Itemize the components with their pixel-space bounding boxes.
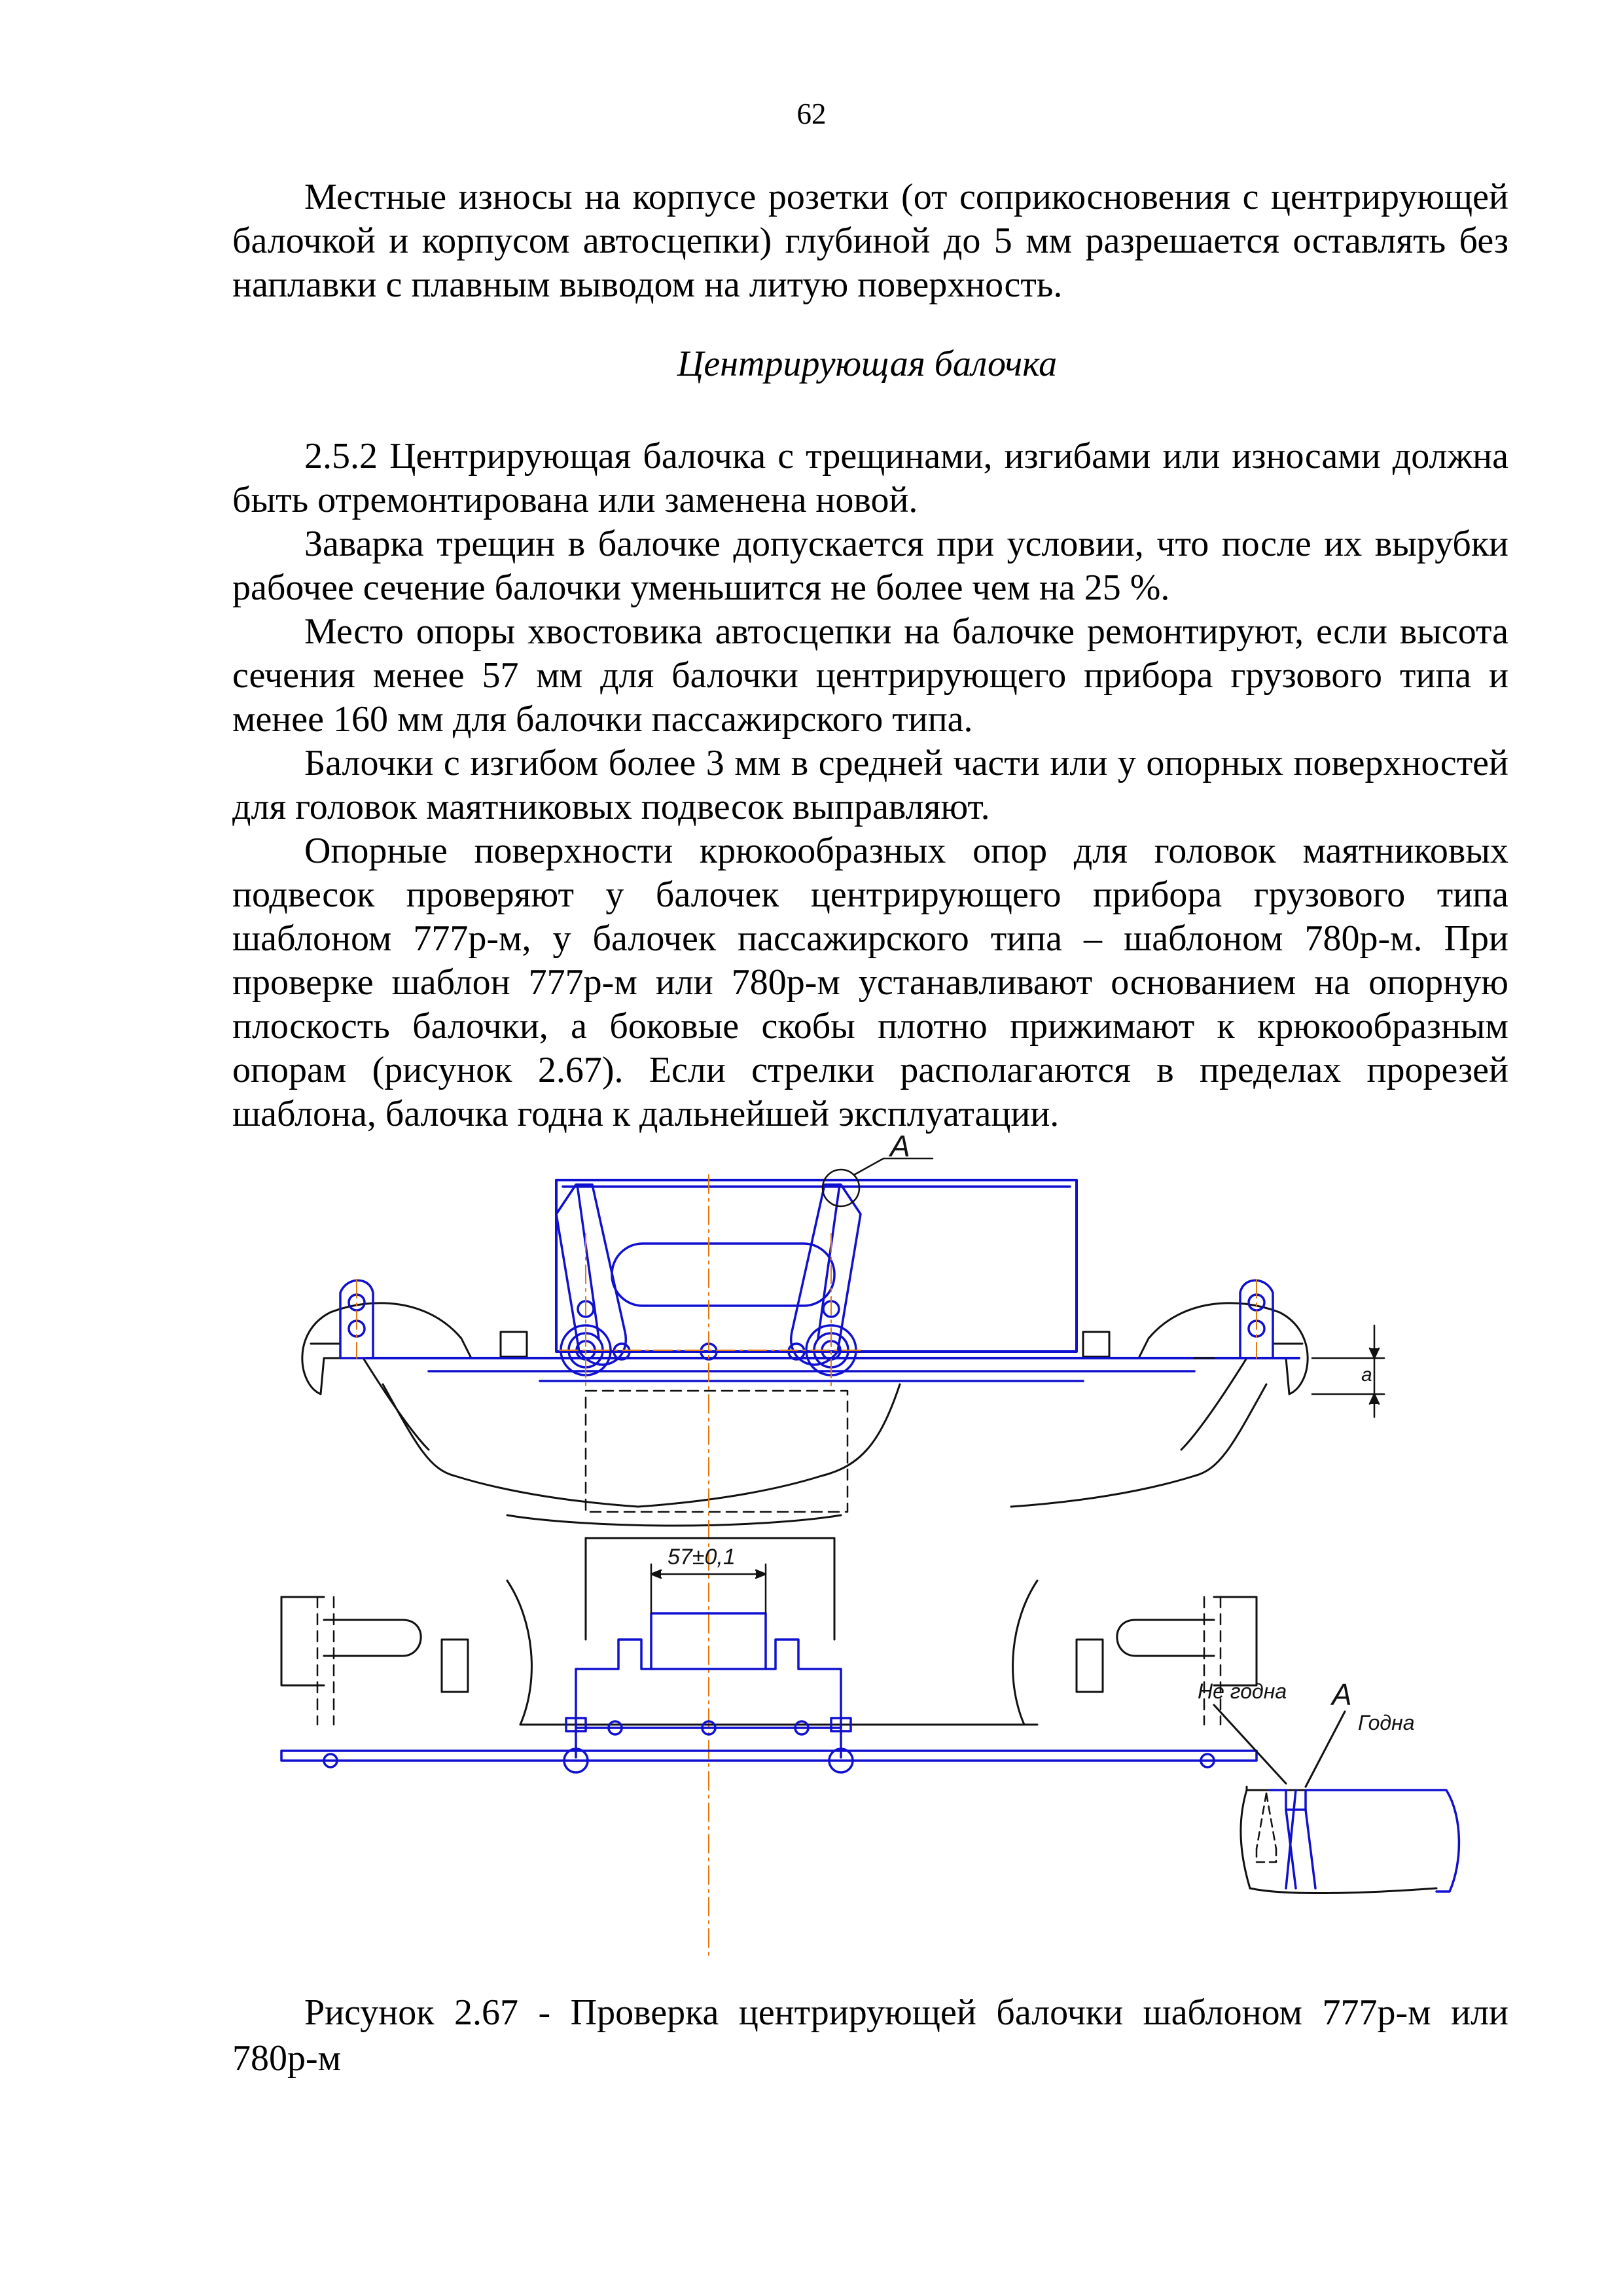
beam-outline-top-view bbox=[302, 1303, 1308, 1526]
figure-2-67 bbox=[232, 1136, 1508, 1967]
label-fit: Годна bbox=[1358, 1711, 1415, 1734]
paragraph-bending: Балочки с изгибом более 3 мм в средней части или у опорных поверхностей для головок маятниковых подвесок выправляют. bbox=[232, 743, 1508, 827]
paragraph-2-5-2: 2.5.2 Центрирующая балочка с трещинами, изгибами или износами должна быть отремонтирована или заменена новой. bbox=[232, 436, 1508, 520]
beam-outline-front-view bbox=[281, 1538, 1257, 1725]
dimension-a bbox=[1194, 1325, 1384, 1417]
figure-caption: Рисунок 2.67 - Проверка центрирующей балочки шаблоном 777р-м или 780р-м bbox=[232, 1992, 1508, 2079]
centerlines bbox=[357, 1175, 1257, 1960]
intro-paragraph: Местные износы на корпусе розетки (от соприкосновения с центрирующей балочкой и корпусом автосцепки) глубиной до 5 мм разрешается оставлять без наплавки с плавным выводом на литую поверхность. bbox=[232, 177, 1508, 305]
paragraph-support-height: Место опоры хвостовика автосцепки на балочке ремонтируют, если высота сечения менее 57 мм для балочки центрирующего прибора грузового типа и менее 160 мм для балочки пассажирского типа. bbox=[232, 611, 1508, 740]
callout-letter-A: А bbox=[890, 1136, 910, 1163]
detail-letter-A: А bbox=[1332, 1677, 1352, 1712]
technical-drawing bbox=[232, 1136, 1508, 1967]
dimension-a-label: a bbox=[1361, 1364, 1372, 1386]
label-not-fit: Не годна bbox=[1198, 1679, 1287, 1703]
callout-A bbox=[823, 1158, 933, 1206]
detail-A-hidden-arrow bbox=[1257, 1793, 1276, 1862]
page-number: 62 bbox=[796, 98, 827, 130]
dimension-57-label: 57±0,1 bbox=[668, 1545, 736, 1570]
template-777-front-view bbox=[281, 1613, 1257, 1772]
detail-A-template bbox=[1270, 1790, 1459, 1892]
paragraph-welding: Заварка трещин в балочке допускается при условии, что после их вырубки рабочее сечение балочки уменьшится не более чем на 25 %. bbox=[232, 524, 1508, 608]
paragraph-template-check: Опорные поверхности крюкообразных опор для головок маятниковых подвесок проверяют у балочек центрирующего прибора грузового типа шаблоном 777р-м, у балочек пассажирского типа – шаблоном 780р-м. При проверке шаблон 777р-м или 780р-м устанавливают основанием на опорную плоскость балочки, а боковые скобы плотно прижимают к крюкообразным опорам (рисунок 2.67). Если стрелки располагаются в пределах прорезей шаблона, балочка годна к дальнейшей эксплуатации. bbox=[232, 831, 1508, 1134]
section-heading: Центрирующая балочка bbox=[677, 344, 1058, 384]
hidden-lines-front-view bbox=[317, 1597, 1221, 1725]
